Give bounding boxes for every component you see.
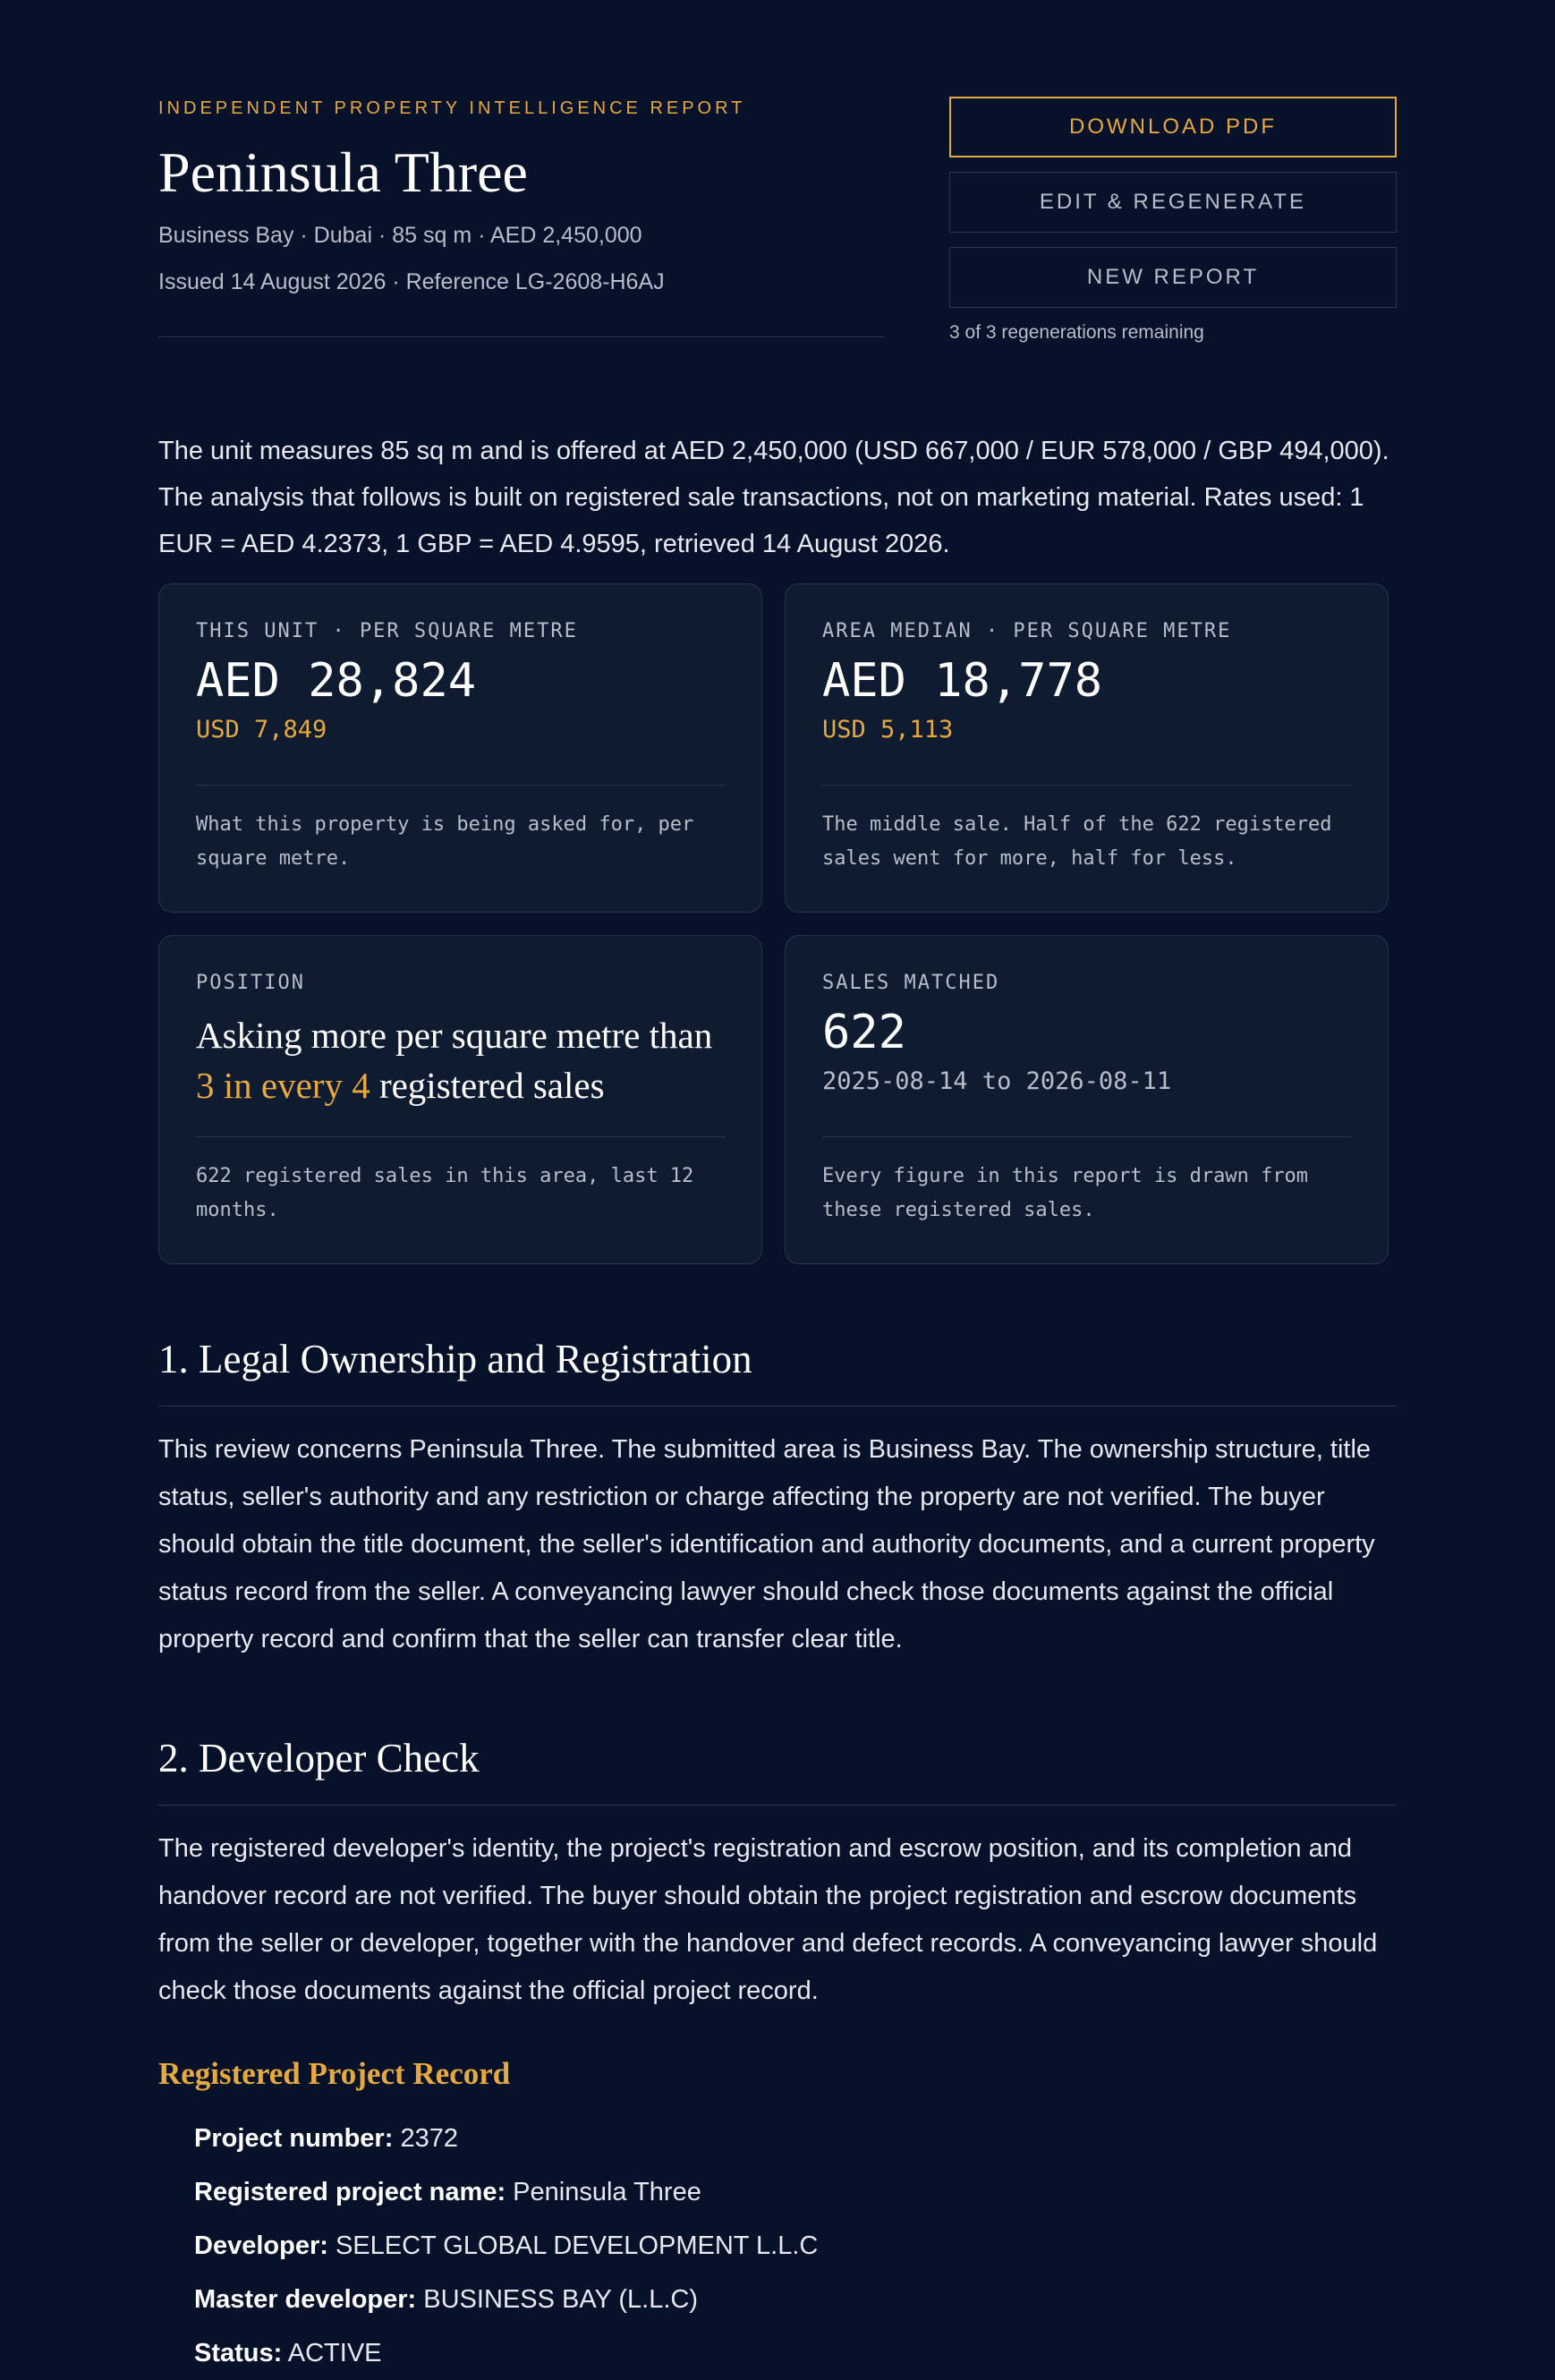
record-value: SELECT GLOBAL DEVELOPMENT L.L.C [335,2231,819,2260]
record-key: Master developer: [194,2285,417,2314]
section-title-legal: 1. Legal Ownership and Registration [158,1336,1397,1407]
header-info [158,98,885,295]
project-record-list [158,2112,1397,2380]
card-note: What this property is being asked for, per square metre. [196,813,694,870]
sales-count: 622 [822,1006,906,1059]
record-value: BUSINESS BAY (L.L.C) [423,2285,699,2314]
section-title-developer: 2. Developer Check [158,1735,1397,1806]
median-price-usd: USD 5,113 [822,715,954,744]
list-item [194,2219,1397,2273]
summary-cards [158,583,1397,1264]
report-header [158,0,1397,394]
list-item [194,2112,1397,2165]
record-value: ACTIVE [287,2339,382,2367]
position-highlight: 3 in every 4 [196,1065,370,1106]
edit-regenerate-button[interactable]: EDIT & REGENERATE [949,172,1397,233]
project-record-title: Registered Project Record [158,2056,511,2091]
list-item [194,2273,1397,2326]
sales-date-range: 2025-08-14 to 2026-08-11 [822,1067,1172,1095]
record-key: Registered project name: [194,2178,506,2206]
card-divider [822,785,1352,786]
record-key: Status: [194,2339,283,2367]
card-label: AREA MEDIAN · PER SQUARE METRE [822,620,1232,642]
card-divider [196,1136,726,1137]
card-note: 622 registered sales in this area, last 12 months. [196,1165,694,1221]
card-label: THIS UNIT · PER SQUARE METRE [196,620,578,642]
report-eyebrow: INDEPENDENT PROPERTY INTELLIGENCE REPORT [158,98,746,118]
record-value: 2372 [400,2124,458,2153]
median-price-aed: AED 18,778 [822,654,1103,708]
card-divider [822,1136,1352,1137]
unit-price-card [158,583,762,913]
position-text-before: Asking more per square metre than [196,1015,713,1056]
regenerations-remaining: 3 of 3 regenerations remaining [949,322,1204,343]
list-item [194,2326,1397,2380]
list-item [194,2165,1397,2219]
position-text-after: registered sales [370,1065,605,1106]
card-label: POSITION [196,972,305,994]
record-key: Developer: [194,2231,328,2260]
position-statement [196,1010,726,1110]
download-pdf-button[interactable]: DOWNLOAD PDF [949,97,1397,157]
header-divider [158,336,885,337]
property-meta: Business Bay · Dubai · 85 sq m · AED 2,450,000 [158,223,642,249]
unit-price-usd: USD 7,849 [196,715,327,744]
card-divider [196,785,726,786]
record-value: Peninsula Three [513,2178,701,2206]
sales-matched-card [785,935,1389,1264]
new-report-button[interactable]: NEW REPORT [949,247,1397,308]
section-body-developer: The registered developer's identity, the project's registration and escrow position, and its completion and handover record are not verified. The buyer should obtain the project registration and escrow documents from the seller or developer, together with the handover and defect records. A conveyancing lawyer should check those documents against the official project record. [158,1834,1378,2005]
card-note: Every figure in this report is drawn from these registered sales. [822,1165,1309,1221]
unit-price-aed: AED 28,824 [196,654,477,708]
record-key: Project number: [194,2124,394,2153]
issue-meta: Issued 14 August 2026 · Reference LG-2608-H6AJ [158,269,665,295]
card-note: The middle sale. Half of the 622 registered sales went for more, half for less. [822,813,1332,870]
area-median-card [785,583,1389,913]
intro-paragraph: The unit measures 85 sq m and is offered at AED 2,450,000 (USD 667,000 / EUR 578,000 / GBP 494,000). The analysis that follows is built on registered sale transactions, not on marketing material. Rates used: 1 EUR = AED 4.2373, 1 GBP = AED 4.9595, retrieved 14 August 2026. [158,437,1389,558]
page-title: Peninsula Three [158,140,528,204]
section-body-legal: This review concerns Peninsula Three. The submitted area is Business Bay. The ownership structure, title status, seller's authority and any restriction or charge affecting the property are not verified. The buyer should obtain the title document, the seller's identification and authority documents, and a current property status record from the seller. A conveyancing lawyer should check those documents against the official property record and confirm that the seller can transfer clear title. [158,1435,1375,1653]
report-actions [949,97,1397,344]
card-label: SALES MATCHED [822,972,1000,994]
position-card [158,935,762,1264]
